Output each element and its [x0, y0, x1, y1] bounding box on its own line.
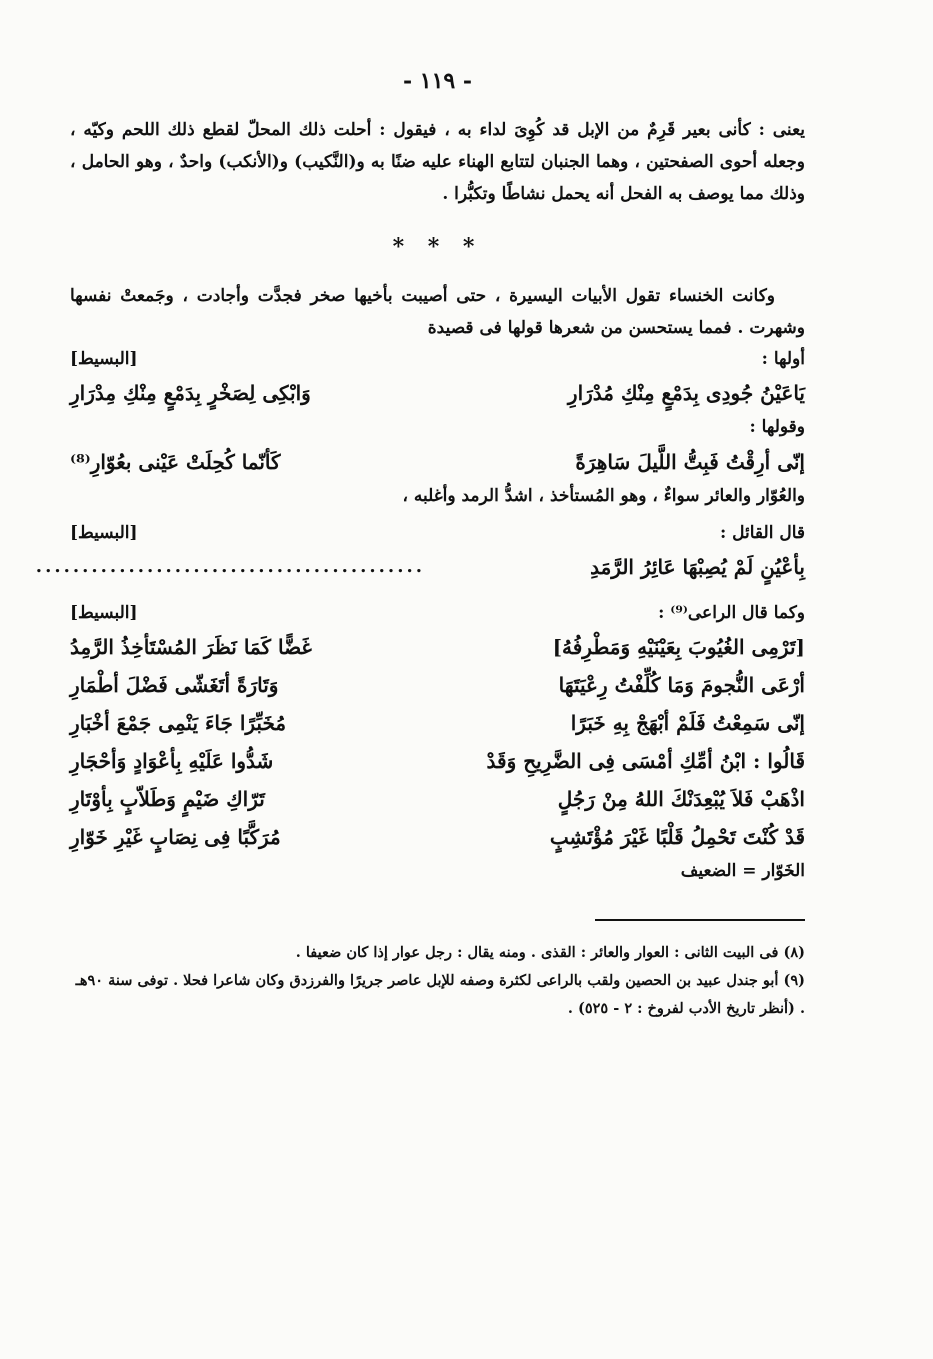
verse [70, 704, 805, 742]
section-separator: * * * [392, 234, 483, 260]
verse [70, 780, 805, 818]
page [35, 60, 805, 1023]
gloss-line: والعُوّار والعائر سواءٌ ، وهو المُستأخذ ، اشدُّ الرمد وأغلبه ، [402, 486, 805, 506]
verse-hemistich-1: قَدْ كُنْتَ تَحْمِلُ قَلْبًا غَيْرَ مُؤْتَشِبٍ [549, 825, 805, 849]
paragraph-commentary: يعنى : كأنى بعير قَرِمٌ من الإبل قد كُوِىَ لداء به ، فيقول : أحلت ذلك المحلّ لقطع ذلك اللحم وكيّه ، وجعله أحوى الصفحتين ، وهما الجنبان لتتابع الهناء عليه ضنًا به و(النَّكيب) و(الأنكب) واحدٌ ، وهو الحامل ، وذلك مما يوصف به الفحل أنه يحمل نشاطًا وتكبُّرا . [70, 120, 805, 204]
gloss-line: الخَوّار = الضعيف [680, 861, 805, 881]
verse-hemistich-2: مُرَكَّبًا فِى نِصَابٍ غَيْرِ خَوّارِ [70, 825, 281, 849]
verse-ellipsis: .......................................... [35, 556, 425, 577]
verse-hemistich-1: يَاعَيْنُ جُودِى بِدَمْعٍ مِنْكِ مُدْرَارِ [567, 381, 805, 405]
verse [70, 628, 805, 666]
verse-hemistich-1: أرْعَى النُّجومَ وَمَا كُلِّفْتُ رِعْيَتَهَا [558, 673, 805, 697]
verse-hemistich-2: وَتَارَةً أتَغَشّى فَضْلَ أطْمَارِ [70, 673, 279, 697]
meter-label: [البسيط] [70, 523, 138, 543]
page-number: - ١١٩ - [402, 68, 473, 94]
verse-hemistich-1: إنّى سَمِعْتُ فَلَمْ أبْهَجْ بِهِ خَبَرًا [570, 711, 805, 735]
footnote: (٨) فى البيت الثانى : العوار والعائر : القذى . ومنه يقال : رجل عوار إذا كان ضعيفا . [295, 944, 805, 961]
footnote-divider [595, 919, 805, 921]
paragraph-khansa: وكانت الخنساء تقول الأبيات اليسيرة ، حتى أصيبت بأخيها صخر فجدَّت وأجادت ، وجَمعتْ نفسها وشهرت . فمما يستحسن من شعرها قولها فى قصيدة [70, 286, 805, 338]
verse-hemistich-2: شَدُّوا عَلَيْهِ بِأعْوَادٍ وَأحْجَارِ [70, 749, 274, 773]
verse-hemistich-2: مُخَبِّرًا جَاءَ يَنْمِى جَمْعَ أخْبَارِ [70, 711, 287, 735]
verse [70, 666, 805, 704]
verse [35, 548, 805, 586]
intro-line-1 [70, 344, 805, 374]
verse [70, 818, 805, 856]
intro-line-2: وقولها : [749, 417, 805, 437]
intro-line-3 [70, 518, 805, 548]
verse-hemistich-1: بِأعْيُنٍ لَمْ يُصِبْهَا عَائِرُ الرَّمَدِ [590, 555, 805, 579]
footnote: (٩) أبو جندل عبيد بن الحصين ولقب بالراعى لكثرة وصفه للإبل عاصر جريرًا والفرزدق وكان شاعرا فحلا . توفى سنة ٩٠هـ . (أنظر تاريخ الأدب لفروخ : ٢ - ٥٢٥) . [75, 972, 805, 1017]
meter-label: [البسيط] [70, 603, 138, 623]
meter-label: [البسيط] [70, 349, 138, 369]
verse-hemistich-2: كَأنّما كُحِلَتْ عَيْنى بعُوّارِ⁽⁸⁾ [70, 450, 281, 474]
verse-hemistich-2: تَرّاكِ ضَيْمٍ وَطَلاّبٍ بِأوْتَارِ [70, 787, 265, 811]
intro-label: أولها : [761, 349, 805, 369]
verse [70, 443, 805, 481]
intro-label: وكما قال الراعى⁽⁹⁾ : [658, 603, 805, 623]
intro-line-4 [70, 598, 805, 628]
verse-hemistich-1: قَالُوا : ابْنُ أمِّكِ أمْسَى فِى الضَّرِيحِ وَقَدْ [486, 749, 805, 773]
verse [70, 742, 805, 780]
verse-hemistich-1: [تَرْمِى الغُيُوبَ بِعَيْنَيْهِ وَمَطْرِفُهُ] [552, 635, 805, 659]
verse-hemistich-1: إنّى أرِقْتُ فَبِتُّ اللَّيلَ سَاهِرَةً [575, 450, 805, 474]
verse-hemistich-1: اذْهَبْ فَلاَ يُبْعِدَنْكَ اللهُ مِنْ رَجُلٍ [557, 787, 805, 811]
verse-hemistich-2: وَابْكِى لِصَخْرٍ بِدَمْعٍ مِنْكِ مِدْرَارِ [70, 381, 311, 405]
verse [70, 374, 805, 412]
intro-label: قال القائل : [719, 523, 805, 543]
verse-hemistich-2: غَضًّا كَمَا نَظَرَ المُسْتَأخِذُ الرَّمِدُ [70, 635, 312, 659]
